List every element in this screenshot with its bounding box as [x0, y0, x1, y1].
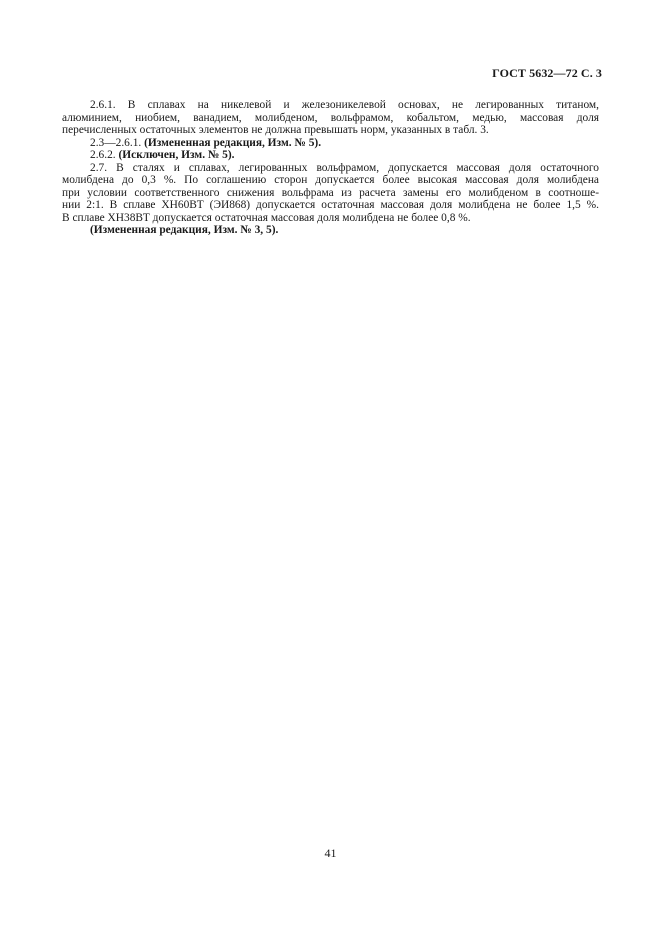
- paragraph-line: 2.7. В сталях и сплавах, легированных вольфрамом, допускается массовая доля остаточного: [90, 161, 599, 174]
- amendment-note: (Исключен, Изм. № 5).: [118, 149, 235, 161]
- paragraph-line: В сплаве ХН38ВТ допускается остаточная массовая доля молибдена не более 0,8 %.: [62, 211, 471, 224]
- clause-number: 2.3—2.6.1.: [90, 136, 145, 149]
- paragraph-2-6-2: [62, 149, 599, 162]
- clause-number: 2.6.2.: [90, 149, 119, 161]
- paragraph-2-3-2-6-1: [62, 137, 599, 150]
- page-number: 41: [324, 846, 337, 860]
- paragraph-line: 2.6.1. В сплавах на никелевой и железоникелевой основах, не легированных титаном,: [90, 99, 599, 111]
- amendment-note: (Измененная редакция, Изм. № 3, 5).: [90, 224, 279, 236]
- amendment-note: (Измененная редакция, Изм. № 5).: [144, 136, 322, 149]
- paragraph-2-7-amendment: [62, 224, 599, 237]
- paragraph-line: алюминием, ниобием, ванадием, молибденом, вольфрамом, кобальтом, медью, массовая доля: [62, 111, 599, 124]
- paragraph-2-6-1: [62, 99, 599, 137]
- page-header: ГОСТ 5632—72 С. 3: [492, 66, 602, 80]
- paragraph-line: перечисленных остаточных элементов не должна превышать норм, указанных в табл. 3.: [62, 124, 489, 136]
- paragraph-line: нии 2:1. В сплаве ХН60ВТ (ЭИ868) допускается остаточная массовая доля молибдена не более 1,5 %.: [62, 199, 599, 211]
- document-body: [62, 99, 599, 237]
- paragraph-line: при условии соответственного снижения вольфрама из расчета замены его молибденом в соотноше-: [62, 186, 599, 199]
- paragraph-2-7: [62, 162, 599, 225]
- paragraph-line: молибдена до 0,3 %. По соглашению сторон допускается более высокая массовая доля молибдена: [62, 174, 599, 186]
